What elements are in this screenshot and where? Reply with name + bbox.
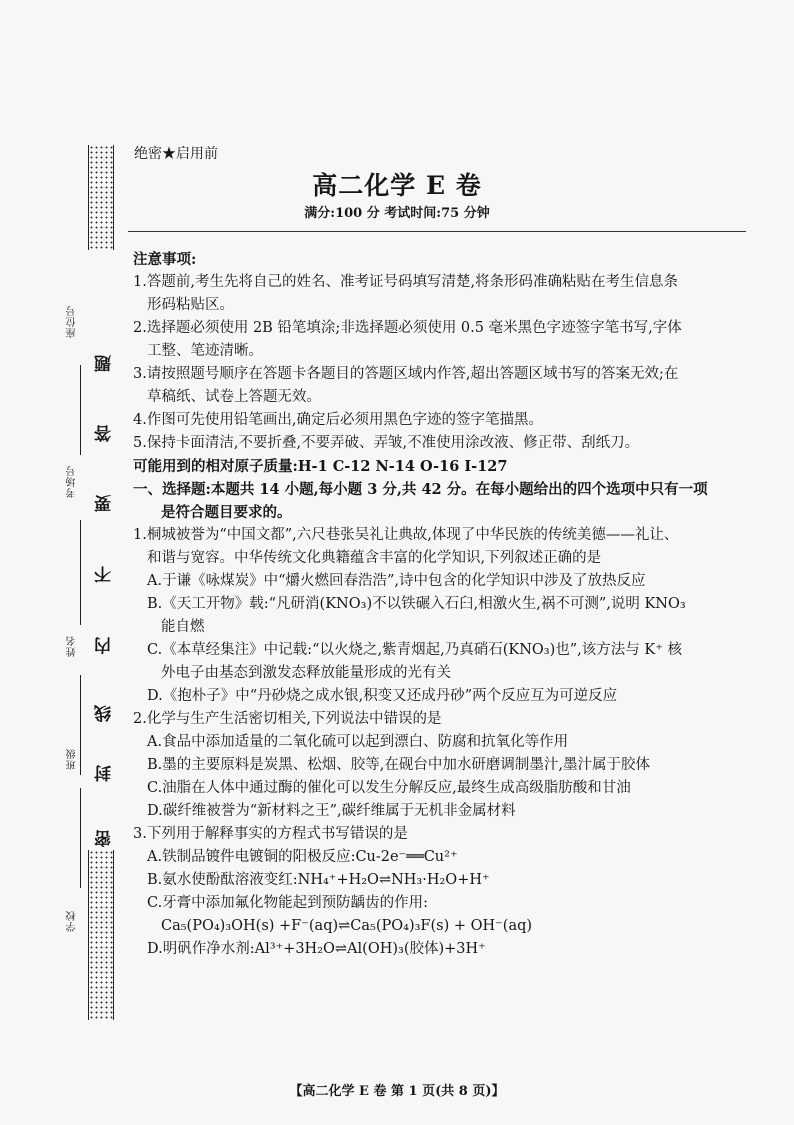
- question-stem: 3.下列用于解释事实的方程式书写错误的是: [133, 826, 408, 842]
- seal-char: 密: [95, 830, 115, 847]
- option-c-cont: Ca₅(PO₄)₃OH(s) +F⁻(aq)⇌Ca₅(PO₄)₃F(s) + OH⁻(aq): [161, 918, 533, 934]
- header-rule: [128, 231, 746, 232]
- atomic-mass-line: 可能用到的相对原子质量:H-1 C-12 N-14 O-16 I-127: [133, 458, 508, 475]
- seal-char: 要: [95, 495, 115, 512]
- note-line: 草稿纸、试卷上答题无效。: [147, 389, 321, 405]
- note-line: 5.保持卡面清洁,不要折叠,不要弄破、弄皱,不准使用涂改液、修正带、刮纸刀。: [133, 435, 640, 451]
- section-heading-cont: 是符合题目要求的。: [161, 504, 292, 521]
- note-line: 1.答题前,考生先将自己的姓名、准考证号码填写清楚,将条形码准确粘贴在考生信息条: [133, 274, 679, 290]
- option-c: C.油脂在人体中通过酶的催化可以发生分解反应,最终生成高级脂肪酸和甘油: [147, 780, 631, 796]
- option-b: B.墨的主要原料是炭黑、松烟、胶等,在砚台中加水研磨调制墨汁,墨汁属于胶体: [147, 757, 650, 773]
- option-b: B.氨水使酚酞溶液变红:NH₄⁺+H₂O⇌NH₃·H₂O+H⁺: [147, 872, 490, 888]
- exam-content: [133, 248, 747, 961]
- seat-number-label: 座位号: [67, 305, 78, 338]
- name-label: 姓名: [67, 635, 78, 657]
- option-d: D.碳纤维被誉为“新材料之王”,碳纤维属于无机非金属材料: [147, 803, 516, 819]
- divider: [80, 520, 81, 625]
- note-line: 4.作图可先使用铅笔画出,确定后必须用黑色字迹的签字笔描黑。: [133, 412, 543, 428]
- option-c-cont: 外电子由基态到激发态释放能量形成的光有关: [161, 665, 451, 681]
- note-line: 形码粘贴区。: [147, 297, 234, 313]
- question-stem: 1.桐城被誉为“中国文都”,六尺巷张吴礼让典故,体现了中华民族的传统美德——礼让、: [133, 527, 679, 543]
- note-line: 2.选择题必须使用 2B 铅笔填涂;非选择题必须使用 0.5 毫米黑色字迹签字笔书写,字体: [133, 320, 682, 336]
- seal-char: 线: [95, 705, 115, 722]
- seal-char: 内: [95, 637, 115, 654]
- note-line: 3.请按照题号顺序在答题卡各题目的答题区域内作答,超出答题区域书写的答案无效;在: [133, 366, 679, 382]
- seal-char: 不: [95, 566, 115, 583]
- page-footer: 【高二化学 E 卷 第 1 页(共 8 页)】: [289, 1084, 505, 1099]
- divider: [80, 365, 81, 455]
- option-a: A.于谦《咏煤炭》中“爝火燃回春浩浩”,诗中包含的化学知识中涉及了放热反应: [147, 573, 646, 589]
- dotted-border: [88, 850, 114, 1020]
- school-label: 学校: [67, 910, 78, 932]
- section-heading: 一、选择题:本题共 14 小题,每小题 3 分,共 42 分。在每小题给出的四个选项中只有一项: [133, 481, 708, 498]
- option-a: A.铁制品镀件电镀铜的阳极反应:Cu-2e⁻══Cu²⁺: [147, 849, 458, 865]
- page-title: 高二化学 E 卷: [312, 171, 482, 200]
- exam-room-label: 考场号: [67, 465, 78, 498]
- seal-char: 封: [95, 765, 115, 782]
- option-c: C.牙膏中添加氟化物能起到预防龋齿的作用:: [147, 895, 429, 911]
- question-stem: 2.化学与生产生活密切相关,下列说法中错误的是: [133, 711, 442, 727]
- divider: [80, 675, 81, 775]
- option-b-cont: 能自燃: [161, 619, 205, 635]
- divider: [80, 788, 81, 888]
- seal-char: 答: [95, 425, 115, 442]
- option-b: B.《天工开物》载:“凡研消(KNO₃)不以铁碾入石臼,相激火生,祸不可测”,说明 KNO₃: [147, 596, 686, 612]
- seal-char: 题: [95, 355, 115, 372]
- exam-meta: 满分:100 分 考试时间:75 分钟: [304, 206, 490, 221]
- question-stem: 和谐与宽容。中华传统文化典籍蕴含丰富的化学知识,下列叙述正确的是: [147, 550, 602, 566]
- option-a: A.食品中添加适量的二氧化硫可以起到漂白、防腐和抗氧化等作用: [147, 734, 569, 750]
- option-c: C.《本草经集注》中记载:“以火烧之,紫青烟起,乃真硝石(KNO₃)也”,该方法与 K⁺ 核: [147, 642, 682, 658]
- class-label: 班级: [67, 748, 78, 770]
- option-d: D.明矾作净水剂:Al³⁺+3H₂O⇌Al(OH)₃(胶体)+3H⁺: [147, 941, 486, 957]
- note-line: 工整、笔迹清晰。: [147, 343, 263, 359]
- notes-heading: 注意事项:: [133, 251, 197, 268]
- option-d: D.《抱朴子》中“丹砂烧之成水银,积变又还成丹砂”两个反应互为可逆反应: [147, 688, 618, 704]
- confidential-mark: 绝密★启用前: [134, 146, 218, 162]
